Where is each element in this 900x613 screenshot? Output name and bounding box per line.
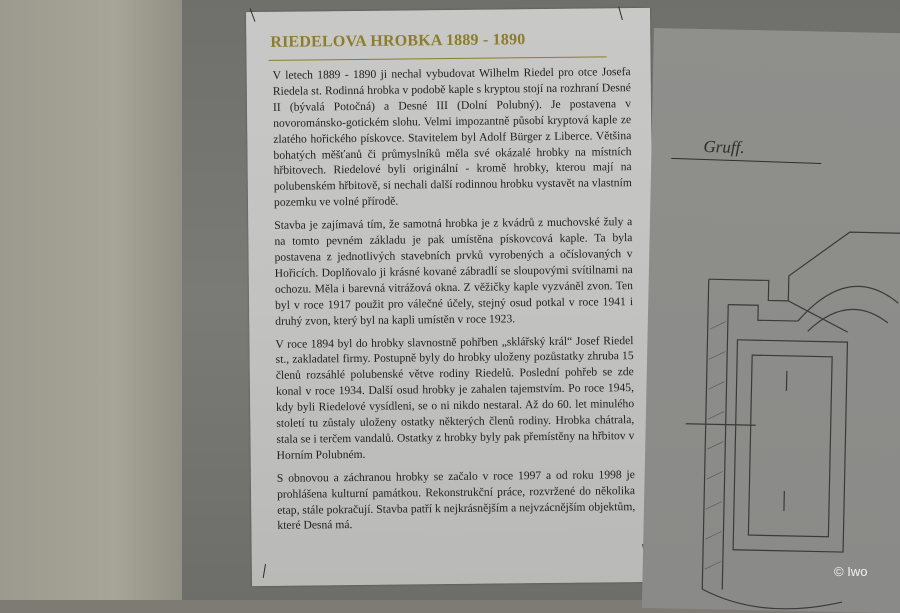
floor-plan-sketch [642, 28, 900, 613]
architectural-drawing-sheet [642, 28, 900, 613]
poster-body [273, 64, 636, 541]
poster-paragraph-3: V roce 1894 byl do hrobky slavnostně pohřben „sklářský král“ Josef Riedel st., zakladatel firmy. Postupně byly do hrobky uloženy pozůstatky zhruba 15 členů rozsáhlé polubenské větve rodiny Riedelů. Poslední pohřeb se zde konal v roce 1934. Další osud hrobky je zahalen tajemstvím. Po roce 1945, kdy byli Riedelové vysídleni, se o ni nikdo nestaral. Až do 60. let minulého století tu zůstaly uloženy ostatky některých členů rodiny. Hrobka chátrala, stala se i terčem vandalů. Ostatky z hrobky byly pak přemístěny na hřbitov v Horním Polubném. [275, 333, 635, 462]
pin-bottom-left [263, 564, 266, 578]
poster-title: RIEDELOVA HROBKA 1889 - 1890 [270, 31, 526, 51]
poster-paragraph-2: Stavba je zajímavá tím, že samotná hrobka je z kvádrů z muchovské žuly a na tomto pevném základu je pak umístěna pískovcová kaple. Ta byla postavena z jednotlivých stavebních prvků vyrobených a očíslovaných v Hořicích. Doplňovalo ji krásné kované zábradlí se sloupovými svítilnami na ochozu. Měla i barevná vitrážová okna. Z věžičky kaple vyzváněl zvon. Ten byl v roce 1917 použit pro válečné účely, stejný osud potkal v roce 1941 i druhý zvon, který byl na kapli umístěn v roce 1923. [274, 215, 634, 328]
info-poster [246, 8, 656, 586]
poster-paragraph-4: S obnovou a záchranou hrobky se začalo v roce 1997 a od roku 1998 je prohlášena kulturní památkou. Rekonstrukční práce, rozvržené do několika etap, stále pokračují. Stavba patří k nejkrásnějším a nejvzácnějším objektům, které Desná má. [276, 467, 636, 533]
drawing-label: Gruff. [703, 137, 745, 157]
title-underline [269, 56, 607, 61]
plaster-wall [0, 0, 190, 600]
copyright-watermark: © Iwo [834, 564, 868, 579]
poster-paragraph-1: V letech 1889 - 1890 ji nechal vybudovat Wilhelm Riedel pro otce Josefa Riedela st. Rodinná hrobka v podobě kaple s kryptou stojí na rozhraní Desné II (bývalá Potočná) a Desné III (Dolní Polubný). Je postavena v novorománsko-gotickém slohu. Velmi impozantně působí kryptová kaple ze zlatého hořického pískovce. Stavitelem byl Adolf Bürger z Liberce. Většina bohatých měšťanů či průmyslníků měla své okázalé hrobky na místních hřbitovech. Riedelové byli originální - kromě hrobky, kterou mají na polubenském hřbitově, si nechali další rodinnou hrobku vystavět na vlastním pozemku ve volné přírodě. [272, 65, 632, 210]
pin-top-right [618, 6, 623, 20]
